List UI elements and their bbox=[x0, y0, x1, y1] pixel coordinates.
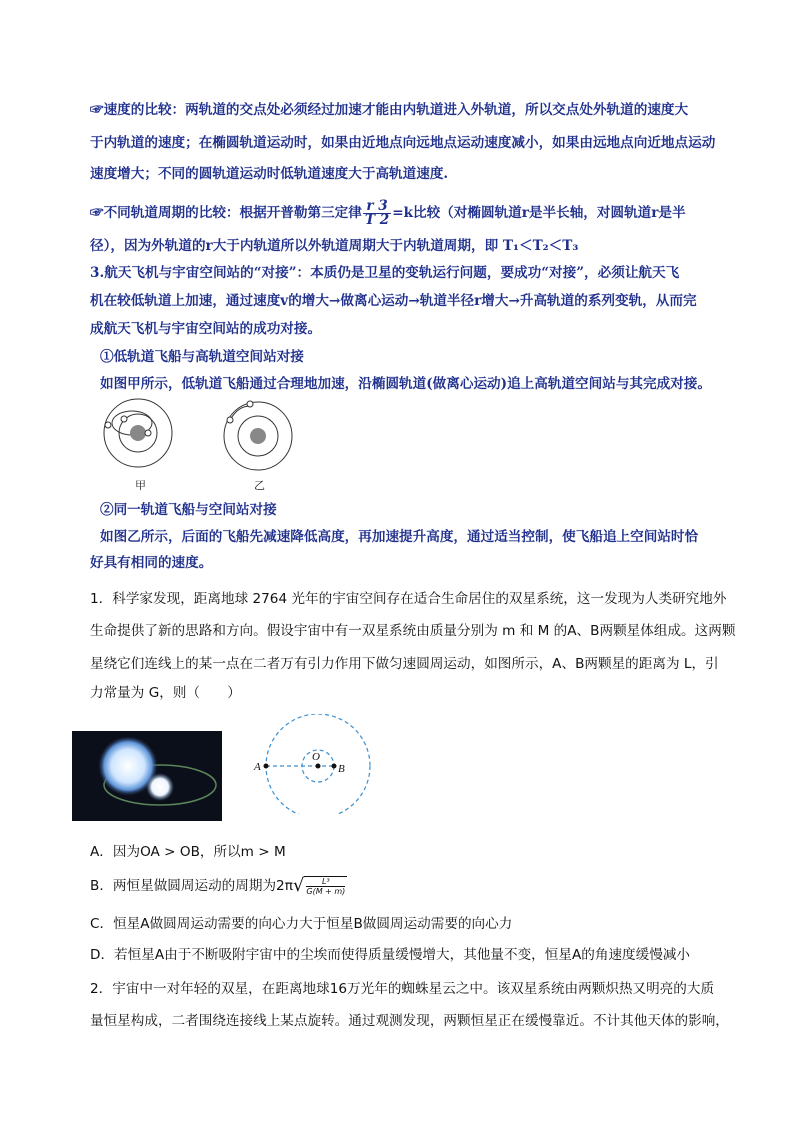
q2-line2: 量恒星构成，二者围绕连接线上某点旋转。通过观测发现，两颗恒星正在缓慢靠近。不计其他天体的影响， bbox=[90, 1013, 729, 1029]
option-a: A．因为OA > OB，所以m > M bbox=[90, 844, 286, 860]
option-b-text: B．两恒星做圆周运动的周期为2π bbox=[90, 878, 293, 894]
same-orbit-text1: 如图乙所示，后面的飞船先减速降低高度，再加速提升高度，通过适当控制，使飞船追上空间站时恰 bbox=[100, 529, 699, 545]
speed-comparison-line1: ☞速度的比较：两轨道的交点处必须经过加速才能由内轨道进入外轨道，所以交点处外轨道的速度大 bbox=[90, 102, 689, 118]
planet bbox=[250, 428, 266, 444]
spacecraft-dot bbox=[105, 422, 111, 428]
star-b-dot bbox=[332, 764, 337, 769]
orbit-diagram-yi bbox=[220, 398, 300, 478]
speed-comparison-line2: 于内轨道的速度；在椭圆轨道运动时，如果由近地点向远地点运动速度减小，如果由远地点向近地点运动 bbox=[90, 135, 716, 151]
orbit-diagram-jia bbox=[100, 395, 180, 475]
period-comparison-text-a: ☞不同轨道周期的比较：根据开普勒第三定律 bbox=[90, 205, 362, 221]
ship-dot bbox=[121, 416, 127, 422]
subheading-low-orbit: ①低轨道飞船与高轨道空间站对接 bbox=[100, 349, 304, 365]
q1-line1: 1．科学家发现，距离地球 2764 光年的宇宙空间存在适合生命居住的双星系统，这一发现为人类研究地外 bbox=[90, 591, 727, 607]
ship-dot bbox=[227, 417, 233, 423]
q1-line2: 生命提供了新的思路和方向。假设宇宙中有一双星系统由质量分别为 m 和 M 的A、B两颗星体组成。这两颗 bbox=[90, 623, 736, 639]
speed-comparison-line3: 速度增大；不同的圆轨道运动时低轨道速度大于高轨道速度. bbox=[90, 166, 449, 182]
label-b: B bbox=[338, 763, 345, 775]
period-comparison-line2: 径），因为外轨道的r大于内轨道所以外轨道周期大于内轨道周期，即 T₁＜T₂＜T₃ bbox=[90, 238, 579, 254]
fraction-denominator: T 2 bbox=[364, 212, 390, 228]
sqrt-numerator: L³ bbox=[306, 877, 345, 887]
sqrt-denominator: G(M + m) bbox=[306, 887, 346, 896]
docking-line1: 3.航天飞机与宇宙空间站的“对接”：本质仍是卫星的变轨运行问题，要成功“对接”，必须让航天飞 bbox=[90, 265, 680, 281]
caption-yi: 乙 bbox=[254, 479, 265, 492]
center-o-dot bbox=[316, 764, 321, 769]
caption-jia: 甲 bbox=[135, 479, 146, 492]
period-comparison-text-b: =k比较（对椭圆轨道r是半长轴，对圆轨道r是半 bbox=[392, 205, 686, 221]
binary-star-photo bbox=[72, 731, 222, 821]
binary-orbit-diagram bbox=[248, 714, 374, 814]
sqrt-symbol: √ bbox=[292, 875, 305, 896]
q1-line3: 星绕它们连线上的某一点在二者万有引力作用下做匀速圆周运动，如图所示，A、B两颗星的距离为 L，引 bbox=[90, 656, 719, 672]
subheading-same-orbit: ②同一轨道飞船与空间站对接 bbox=[100, 502, 277, 518]
station-dot bbox=[247, 401, 253, 407]
fraction-numerator: r 3 bbox=[363, 200, 391, 214]
same-orbit-text2: 好具有相同的速度。 bbox=[90, 555, 213, 571]
station-dot bbox=[145, 430, 151, 436]
q1-line4: 力常量为 G，则（ ） bbox=[90, 685, 241, 701]
option-d: D．若恒星A由于不断吸附宇宙中的尘埃而使得质量缓慢增大，其他量不变，恒星A的角速度缓慢减小 bbox=[90, 947, 691, 963]
period-comparison-line1 bbox=[90, 200, 686, 227]
q2-line1: 2．宇宙中一对年轻的双星，在距离地球16万光年的蜘蛛星云之中。该双星系统由两颗炽热又明亮的大质 bbox=[90, 981, 715, 997]
option-c: C．恒星A做圆周运动需要的向心力大于恒星B做圆周运动需要的向心力 bbox=[90, 916, 513, 932]
star-a-dot bbox=[264, 764, 269, 769]
low-orbit-text: 如图甲所示，低轨道飞船通过合理地加速，沿椭圆轨道(做离心运动)追上高轨道空间站与其完成对接。 bbox=[100, 376, 711, 392]
label-o: O bbox=[312, 751, 320, 763]
planet bbox=[130, 425, 146, 441]
sqrt-fraction bbox=[304, 876, 347, 896]
kepler-fraction bbox=[363, 200, 391, 227]
docking-line3: 成航天飞机与宇宙空间站的成功对接。 bbox=[90, 321, 322, 337]
small-star bbox=[146, 773, 174, 801]
option-b bbox=[90, 876, 347, 896]
label-a: A bbox=[254, 761, 261, 773]
docking-line2: 机在较低轨道上加速，通过速度v的增大→做离心运动→轨道半径r增大→升高轨道的系列变轨，从而完 bbox=[90, 293, 697, 309]
